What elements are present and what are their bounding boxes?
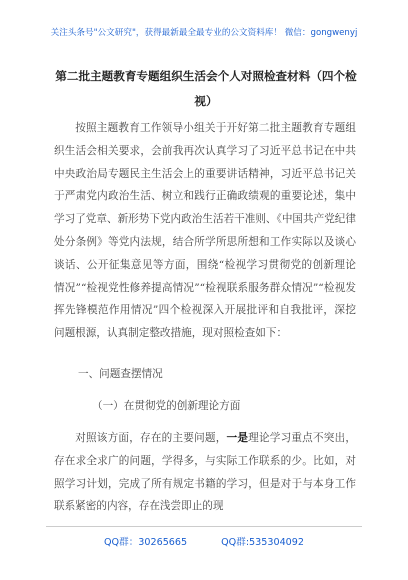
footer-qq-group-1: QQ群：30265665 — [104, 537, 188, 548]
body-paragraph-bold: 一是 — [226, 432, 249, 444]
footer-divider — [46, 526, 362, 527]
footer-qq-group-2: QQ群:535304092 — [221, 537, 304, 548]
subsection-heading: （一）在贯彻党的创新理论方面 — [92, 400, 241, 412]
header-promo-note: 关注头条号"公文研究"，获得最新最全最专业的公文资料库！ 微信：gongwenyj — [50, 28, 358, 38]
section-heading: 一、问题查摆情况 — [78, 368, 163, 380]
intro-paragraph: 按照主题教育工作领导小组关于开好第二批主题教育专题组织生活会相关要求，会前我再次认真学习了习近平总书记在中共中央政治局专题民主生活会上的重要讲话精神，习近平总书记关于严肃党内政治生活、树立和践行正确政绩观的重要论述，集中学习了党章、新形势下党内政治生活若干准则、《中国共产党纪律处分条例》等党内法规，结合所学所思所想和工作实际以及谈心谈话、公开征集意见等方面，围绕“检视学习贯彻党的创新理论情况”“检视党性修养提高情况”“检视联系服务群众情况”“检视发挥先锋模范作用情况”四个检视深入开展批评和自我批评，深挖问题根源，认真制定整改措施，现对照检查如下： — [54, 122, 356, 340]
body-paragraph-rest: 理论学习重点不突出，存在求全求广的问题，学得多，与实际工作联系的少。比如，对照学习计划，完成了所有规定书籍的学习，但是对于与本身工作联系紧密的内容，存在浅尝即止的现 — [54, 432, 357, 513]
body-paragraph-lead: 对照该方面，存在的主要问题， — [75, 432, 227, 444]
document-title: 第二批主题教育专题组织生活会个人对照检查材料（四个检视） — [55, 69, 357, 108]
body-paragraph — [54, 427, 356, 518]
footer — [0, 534, 408, 548]
